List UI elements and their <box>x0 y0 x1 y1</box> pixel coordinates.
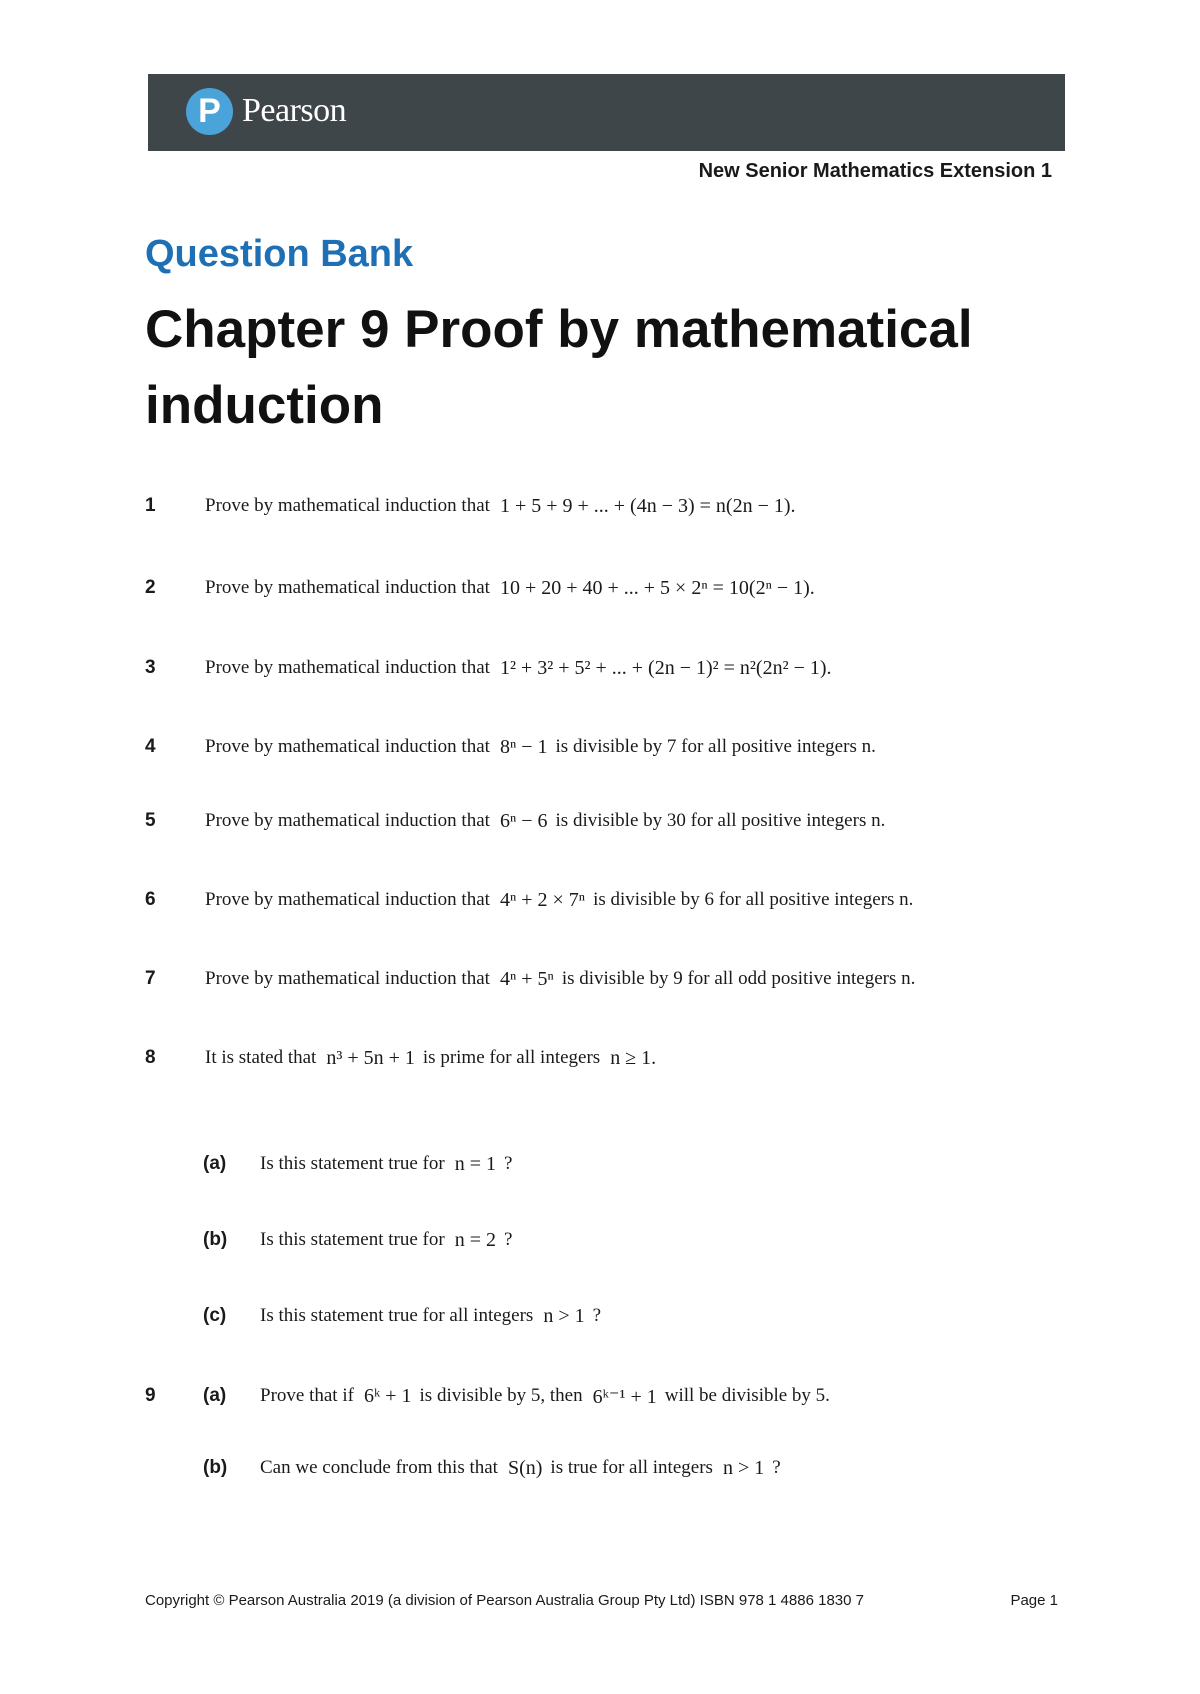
section-label: Question Bank <box>145 233 414 275</box>
part-math: n = 1 <box>454 1152 496 1175</box>
question-text: Prove by mathematical induction that <box>205 810 490 831</box>
question-number: 8 <box>145 1047 156 1068</box>
question-9-part-a <box>203 1381 830 1411</box>
question-number: 6 <box>145 889 156 910</box>
question-text: Prove by mathematical induction that <box>205 736 490 757</box>
part-math: n > 1 <box>543 1304 585 1327</box>
question-text: Prove by mathematical induction that <box>205 968 490 989</box>
question-2 <box>145 573 823 603</box>
page-number: Page 1 <box>1010 1592 1058 1609</box>
chapter-title: Chapter 9 Proof by mathematical induction <box>145 300 973 435</box>
question-math: 6ⁿ − 6 <box>499 809 548 832</box>
question-8 <box>145 1043 664 1073</box>
copyright-notice: Copyright © Pearson Australia 2019 (a division of Pearson Australia Group Pty Ltd) ISBN 978 1 4886 1830 7 <box>145 1592 864 1609</box>
question-number: 1 <box>145 495 156 516</box>
question-number: 2 <box>145 577 156 598</box>
question-math: n³ + 5n + 1 <box>326 1046 415 1069</box>
pearson-logo-icon: P <box>186 88 233 135</box>
part-text: Prove that if <box>260 1385 354 1406</box>
part-text-after: ? <box>503 1153 513 1174</box>
question-1 <box>145 491 804 521</box>
question-5 <box>145 806 885 836</box>
part-text-after: ? <box>503 1229 513 1250</box>
question-text-after: is prime for all integers <box>422 1047 601 1068</box>
part-math: n = 2 <box>454 1228 496 1251</box>
question-number: 4 <box>145 736 156 757</box>
part-text-after-2: will be divisible by 5. <box>664 1385 830 1406</box>
question-text: Prove by mathematical induction that <box>205 657 490 678</box>
part-math: S(n) <box>507 1456 543 1479</box>
part-label: (b) <box>203 1229 228 1250</box>
question-8-part-a <box>203 1149 512 1179</box>
brand-name: Pearson <box>242 92 347 129</box>
part-math-2: 6ᵏ⁻¹ + 1 <box>592 1385 657 1408</box>
question-3 <box>145 653 840 683</box>
question-text-after: is divisible by 9 for all odd positive integers n. <box>561 968 916 989</box>
question-math: 4ⁿ + 5ⁿ <box>499 967 554 990</box>
question-text: Prove by mathematical induction that <box>205 889 490 910</box>
question-number: 9 <box>145 1385 156 1406</box>
question-text: Prove by mathematical induction that <box>205 495 490 516</box>
part-text: Can we conclude from this that <box>260 1457 498 1478</box>
question-math: 10 + 20 + 40 + ... + 5 × 2ⁿ = 10(2ⁿ − 1). <box>499 576 815 599</box>
question-9-part-b <box>203 1453 781 1483</box>
question-number: 5 <box>145 810 156 831</box>
question-8-part-c <box>203 1301 601 1331</box>
question-text: Prove by mathematical induction that <box>205 577 490 598</box>
part-text: Is this statement true for <box>260 1229 445 1250</box>
question-number: 7 <box>145 968 156 989</box>
question-math-2: n ≥ 1. <box>610 1046 657 1069</box>
question-9 <box>145 1381 205 1411</box>
part-math-2: n > 1 <box>722 1456 765 1479</box>
part-text-after: ? <box>592 1305 602 1326</box>
book-title: New Senior Mathematics Extension 1 <box>698 160 1052 182</box>
question-7 <box>145 964 915 994</box>
question-math: 1² + 3² + 5² + ... + (2n − 1)² = n²(2n² − 1). <box>499 656 832 679</box>
question-text: It is stated that <box>205 1047 317 1068</box>
question-8-part-b <box>203 1225 512 1255</box>
question-math: 1 + 5 + 9 + ... + (4n − 3) = n(2n − 1). <box>499 494 796 517</box>
part-label: (a) <box>203 1385 227 1406</box>
part-label: (b) <box>203 1457 228 1478</box>
question-text-after: is divisible by 6 for all positive integers n. <box>593 889 914 910</box>
question-math: 8ⁿ − 1 <box>499 735 548 758</box>
part-label: (c) <box>203 1305 227 1326</box>
question-number: 3 <box>145 657 156 678</box>
question-4 <box>145 732 876 762</box>
question-text-after: is divisible by 30 for all positive integers n. <box>555 810 886 831</box>
question-6 <box>145 885 913 915</box>
header-banner <box>148 74 1065 151</box>
part-text-after: is true for all integers <box>550 1457 713 1478</box>
question-text-after: is divisible by 7 for all positive integers n. <box>555 736 876 757</box>
part-math: 6ᵏ + 1 <box>363 1384 412 1407</box>
part-text-after: is divisible by 5, then <box>419 1385 583 1406</box>
part-text: Is this statement true for <box>260 1153 445 1174</box>
part-text: Is this statement true for all integers <box>260 1305 534 1326</box>
part-text-after-2: ? <box>772 1457 781 1478</box>
question-math: 4ⁿ + 2 × 7ⁿ <box>499 888 586 911</box>
part-label: (a) <box>203 1153 227 1174</box>
